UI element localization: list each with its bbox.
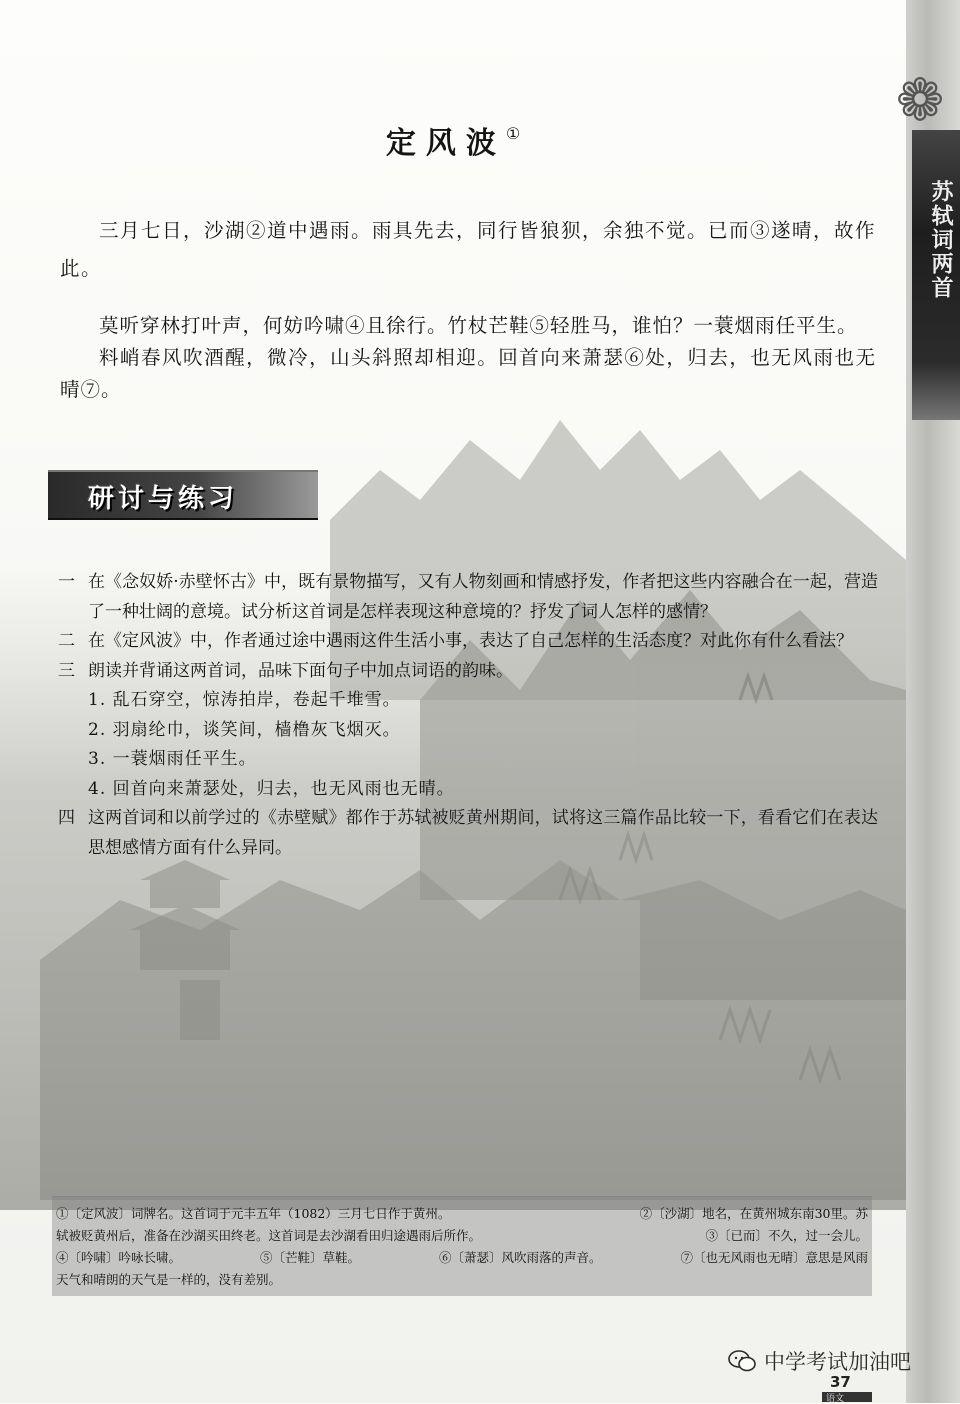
watermark-text: 中学考试加油吧 [764, 1350, 911, 1374]
dragon-ornament-icon: ❁ [895, 66, 945, 134]
footnote-6: ⑥〔萧瑟〕风吹雨落的声音。 [438, 1250, 602, 1265]
footnotes-box [52, 1196, 872, 1296]
exercise-number: 三 [58, 660, 75, 681]
wechat-icon [728, 1350, 756, 1372]
page-number: 37 [830, 1373, 851, 1391]
exercise-text: 这两首词和以前学过的《赤壁赋》都作于苏轼被贬黄州期间，试将这三篇作品比较一下，看看它们在表达思想感情方面有什么异同。 [88, 808, 878, 858]
poem-title [0, 118, 906, 162]
section-banner [48, 470, 318, 520]
preface-text: 三月七日，沙湖②道中遇雨。雨具先去，同行皆狼狈，余独不觉。已而③遂晴，故作此。 [60, 219, 877, 280]
exercise-number: 一 [58, 572, 75, 592]
side-tab-title: 苏轼词两首 [928, 180, 953, 300]
footnote-row [56, 1225, 868, 1247]
title-note-mark: ① [505, 124, 521, 143]
footnote-7: ⑦〔也无风雨也无晴〕意思是风雨 [680, 1250, 868, 1265]
exercise-number: 四 [58, 808, 75, 828]
poem-title-text: 定风波 [385, 126, 506, 161]
sub-item: 1. 乱石穿空，惊涛拍岸，卷起千堆雪。 [88, 690, 401, 710]
footnote-2: ②〔沙湖〕地名，在黄州城东南30里。苏 [639, 1206, 868, 1221]
sub-item: 2. 羽扇纶巾，谈笑间，樯橹灰飞烟灭。 [88, 719, 401, 740]
footnote-7-cont: 天气和晴朗的天气是一样的，没有差别。 [56, 1272, 282, 1287]
exercise-item [58, 568, 878, 627]
footnote-1: ①〔定风波〕词牌名。这首词于元丰五年（1082）三月七日作于黄州。 [56, 1206, 451, 1221]
exercise-item [58, 627, 878, 657]
sub-item: 4. 回首向来萧瑟处，归去，也无风雨也无晴。 [88, 778, 455, 799]
watermark [728, 1346, 911, 1376]
footnote-row [56, 1247, 868, 1269]
exercise-item [58, 657, 878, 687]
exercise-number: 二 [58, 631, 75, 651]
section-banner-label: 研讨与练习 [88, 484, 239, 514]
exercise-text: 朗读并背诵这两首词，品味下面句子中加点词语的韵味。 [88, 660, 513, 681]
exercise-text: 在《念奴娇·赤壁怀古》中，既有景物描写，又有人物刻画和情感抒发，作者把这些内容融合在一起，营造了一种壮阔的意境。试分析这首词是怎样表现这种意境的？抒发了词人怎样的感情？ [88, 572, 878, 622]
exercise-list [58, 568, 878, 863]
footnote-2-cont: 轼被贬黄州后，准备在沙湖买田终老。这首词是去沙湖看田归途遇雨后所作。 [56, 1228, 482, 1243]
poem-stanza-1: 莫听穿林打叶声，何妨吟啸④且徐行。竹杖芒鞋⑤轻胜马，谁怕？一蓑烟雨任平生。 [99, 314, 858, 337]
footnote-row [56, 1269, 868, 1291]
footnote-row [56, 1203, 868, 1225]
sub-item: 3. 一蓑烟雨任平生。 [88, 749, 257, 769]
book-mark: 语文 [826, 1394, 845, 1404]
footnote-4: ④〔吟啸〕吟咏长啸。 [56, 1250, 182, 1265]
exercise-text: 在《定风波》中，作者通过途中遇雨这件生活小事，表达了自己怎样的生活态度？对此你有什么看法？ [88, 631, 853, 651]
footnote-5: ⑤〔芒鞋〕草鞋。 [259, 1250, 360, 1265]
poem-body [60, 310, 876, 406]
footnote-3: ③〔已而〕不久，过一会儿。 [705, 1228, 868, 1243]
exercise-item [58, 804, 878, 863]
poem-stanza-2: 料峭春风吹酒醒，微冷，山头斜照却相迎。回首向来萧瑟⑥处，归去，也无风雨也无晴⑦。 [60, 346, 876, 401]
